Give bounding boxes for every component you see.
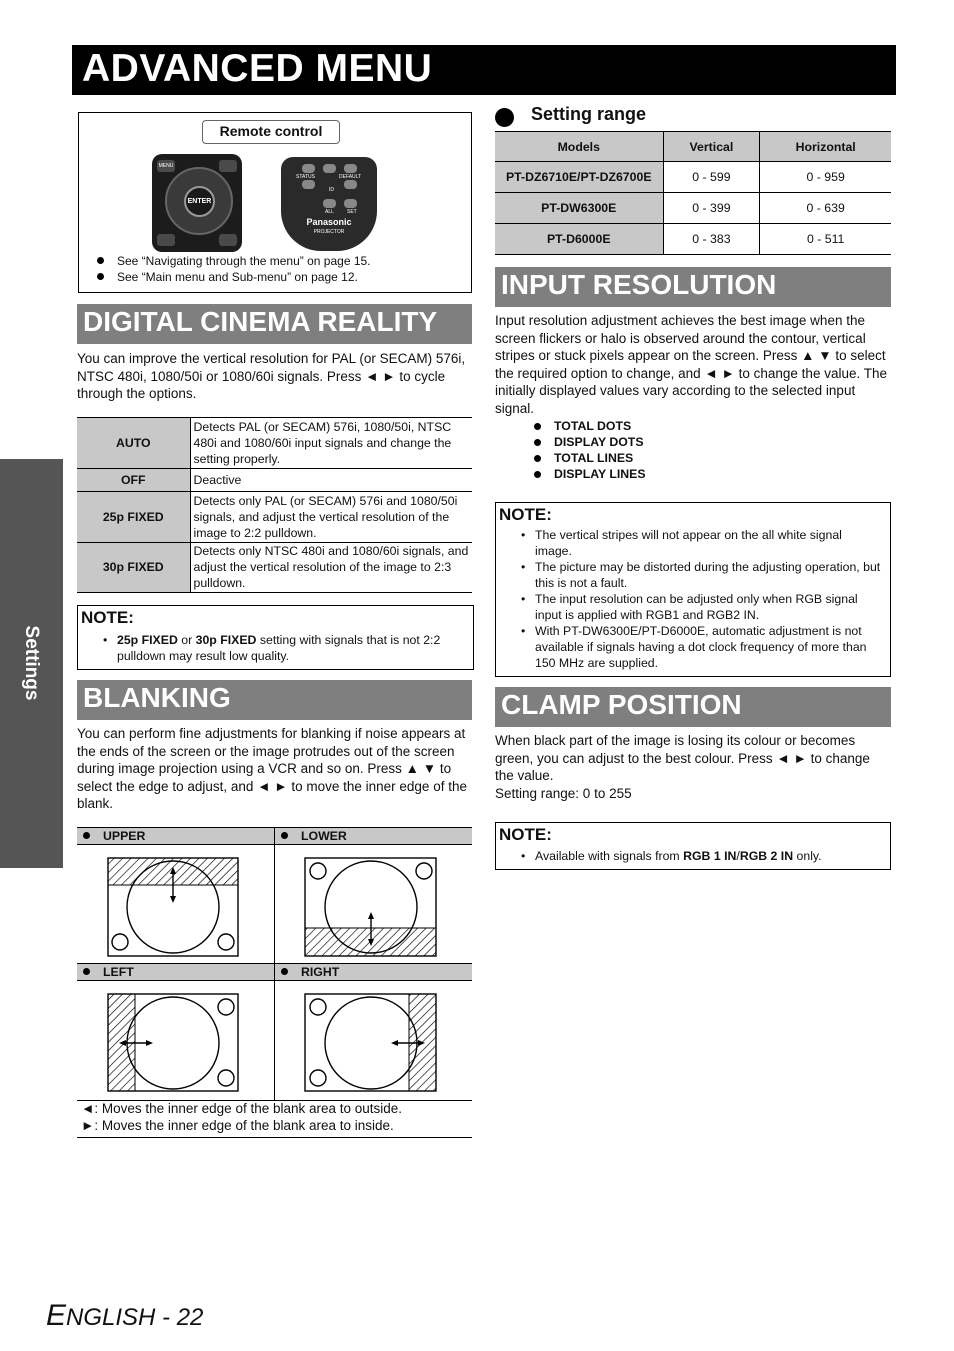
- note-title: NOTE:: [499, 505, 552, 524]
- settings-side-tab: [0, 459, 63, 868]
- list-item: See “Navigating through the menu” on page 15.: [95, 253, 371, 269]
- note-title: NOTE:: [81, 608, 134, 627]
- option-key: AUTO: [77, 418, 190, 469]
- blanking-diagram-grid: [77, 827, 472, 1138]
- remote-notes-list: [95, 253, 371, 285]
- column-header: Vertical: [663, 132, 760, 162]
- blanking-section-header: [77, 680, 472, 720]
- remote-key-graphic: [344, 199, 357, 208]
- table-row: [77, 469, 472, 492]
- option-desc: Detects only NTSC 480i and 1080/60i signals, and adjust the vertical resolution of the image to 2:3 pulldown.: [190, 543, 472, 593]
- left-blanking-diagram: [108, 994, 238, 1091]
- remote-key-graphic: [302, 180, 315, 189]
- blanking-intro: You can perform fine adjustments for blanking if noise appears at the ends of the screen or the image protrudes out of the screen during image projection using a VCR and so on. Press ▲ ▼ to select the edge to adjust, and ◄ ► to move the inner edge of the blank.: [77, 726, 467, 812]
- dcr-note-box: [77, 605, 474, 670]
- vertical-cell: 0 - 599: [663, 162, 760, 193]
- section-title: BLANKING: [83, 682, 231, 713]
- menu-button-graphic: MENU: [157, 160, 175, 172]
- status-key-label: STATUS: [296, 174, 315, 180]
- blanking-label-lower: LOWER: [274, 827, 472, 845]
- option-key: OFF: [77, 469, 190, 492]
- blanking-label-upper: UPPER: [77, 827, 274, 845]
- dcr-intro: You can improve the vertical resolution for PAL (or SECAM) 576i, NTSC 480i, 1080/50i or 1080/60i signals. Press ◄ ► to cycle through the options.: [77, 351, 466, 402]
- vertical-cell: 0 - 399: [663, 193, 760, 224]
- page-footer: [46, 1299, 203, 1333]
- horizontal-cell: 0 - 639: [760, 193, 891, 224]
- panel-button-graphic: [157, 234, 175, 246]
- note-text: or: [177, 633, 196, 647]
- set-key-label: SET: [347, 209, 357, 215]
- footer-initial: E: [46, 1299, 67, 1332]
- arrow-ring-graphic: [165, 167, 233, 235]
- list-item: [101, 632, 461, 664]
- projector-label: PROJECTOR: [313, 229, 345, 235]
- table-row: [495, 224, 891, 255]
- table-row: [495, 162, 891, 193]
- input-resolution-section-header: [495, 267, 891, 307]
- vertical-cell: 0 - 383: [663, 224, 760, 255]
- option-desc: Detects PAL (or SECAM) 576i, 1080/50i, NTSC 480i and 1080/60i input signals and change the setting properly.: [190, 418, 472, 469]
- lower-blanking-diagram: [305, 858, 436, 956]
- legend-inside: ►: Moves the inner edge of the blank area to inside.: [81, 1118, 394, 1133]
- input-resolution-note-box: [495, 502, 891, 677]
- note-bold: RGB 1 IN: [683, 849, 737, 863]
- option-key: 25p FIXED: [77, 492, 190, 543]
- option-key: 30p FIXED: [77, 543, 190, 593]
- list-item: TOTAL DOTS: [534, 418, 646, 434]
- brand-logo: Panasonic: [306, 217, 352, 227]
- section-title: INPUT RESOLUTION: [501, 269, 777, 300]
- enter-button-graphic: ENTER: [184, 186, 215, 217]
- bullet-dot: [495, 108, 514, 127]
- column-header: Horizontal: [760, 132, 891, 162]
- remote-control-image: [281, 157, 377, 251]
- blanking-legend: [81, 1100, 402, 1134]
- note-bold: 30p FIXED: [195, 633, 257, 647]
- remote-key-graphic: [302, 164, 315, 173]
- list-item: TOTAL LINES: [534, 450, 646, 466]
- id-key-label: ID: [329, 187, 334, 193]
- horizontal-cell: 0 - 959: [760, 162, 891, 193]
- table-row: [495, 193, 891, 224]
- note-list: [519, 527, 881, 671]
- panel-button-graphic: [219, 160, 237, 172]
- note-title: NOTE:: [499, 825, 552, 844]
- input-resolution-intro: Input resolution adjustment achieves the best image when the screen flickers or halo is observed around the contour, vertical stripes or stuck pixels appear on the screen. Press ▲ ▼ to select the required option to change, and ◄ ► to change the value. The initially displayed values vary according to the selected input signal.: [495, 313, 887, 416]
- clamp-position-section-header: [495, 687, 891, 727]
- projector-control-panel-image: [152, 154, 242, 252]
- list-item: • The picture may be distorted during the adjusting operation, but this is not a fault.: [519, 559, 881, 591]
- blanking-label-left: LEFT: [77, 963, 274, 981]
- table-header-row: [495, 132, 891, 162]
- clamp-setting-range: Setting range: 0 to 255: [495, 786, 632, 801]
- horizontal-cell: 0 - 511: [760, 224, 891, 255]
- footer-text: NGLISH - 22: [66, 1304, 204, 1331]
- remote-control-label: Remote control: [202, 120, 340, 144]
- blanking-diagrams-svg: [77, 827, 472, 1138]
- model-cell: PT-DW6300E: [495, 193, 663, 224]
- list-item: • The vertical stripes will not appear on the all white signal image.: [519, 527, 881, 559]
- dcr-section-header: [77, 304, 472, 344]
- note-list: [101, 632, 461, 664]
- model-cell: PT-DZ6710E/PT-DZ6700E: [495, 162, 663, 193]
- blanking-label-right: RIGHT: [274, 963, 472, 981]
- note-bold: RGB 2 IN: [739, 849, 794, 863]
- remote-key-graphic: [323, 199, 336, 208]
- note-list: [519, 848, 881, 864]
- setting-range-table: [495, 131, 891, 255]
- column-header: Models: [495, 132, 663, 162]
- section-title: CLAMP POSITION: [501, 689, 742, 720]
- side-tab-label: Settings: [21, 625, 42, 701]
- remote-key-graphic: [344, 180, 357, 189]
- remote-key-graphic: [344, 164, 357, 173]
- page-title-bar: [72, 45, 896, 95]
- input-resolution-items: [534, 418, 646, 482]
- page-title: ADVANCED MENU: [82, 47, 433, 90]
- dcr-options-table: [77, 417, 472, 593]
- table-row: [77, 543, 472, 593]
- note-text: setting with signals that is not 2:2 pulldown may result low quality.: [117, 633, 441, 663]
- option-desc: Deactive: [190, 469, 472, 492]
- clamp-intro: When black part of the image is losing its colour or becomes green, you can adjust to the best colour. Press ◄ ► to change the value.: [495, 733, 870, 784]
- panel-button-graphic: [219, 234, 237, 246]
- note-bold: 25p FIXED: [117, 633, 178, 647]
- list-item: See “Main menu and Sub-menu” on page 12.: [95, 269, 371, 285]
- remote-key-graphic: [323, 164, 336, 173]
- default-key-label: DEFAULT: [339, 174, 362, 180]
- right-blanking-diagram: [305, 994, 436, 1091]
- section-title: DIGITAL CINEMA REALITY: [83, 306, 438, 337]
- remote-control-box: [78, 112, 472, 293]
- model-cell: PT-D6000E: [495, 224, 663, 255]
- clamp-note-box: [495, 822, 891, 870]
- list-item: • With PT-DW6300E/PT-D6000E, automatic adjustment is not available if signals having a dot clock frequency of more than 150 MHz are supplied.: [519, 623, 881, 671]
- option-desc: Detects only PAL (or SECAM) 576i and 1080/50i signals, and adjust the vertical resolution of the image to 2:2 pulldown.: [190, 492, 472, 543]
- table-row: [77, 492, 472, 543]
- list-item: DISPLAY DOTS: [534, 434, 646, 450]
- all-key-label: ALL: [325, 209, 334, 215]
- list-item: DISPLAY LINES: [534, 466, 646, 482]
- table-row: [77, 418, 472, 469]
- list-item: • The input resolution can be adjusted only when RGB signal input is applied with RGB1 and RGB2 IN.: [519, 591, 881, 623]
- legend-outside: ◄: Moves the inner edge of the blank area to outside.: [81, 1101, 403, 1116]
- upper-blanking-diagram: [108, 858, 238, 956]
- list-item: • Available with signals from RGB 1 IN/RGB 2 IN only.: [519, 848, 881, 864]
